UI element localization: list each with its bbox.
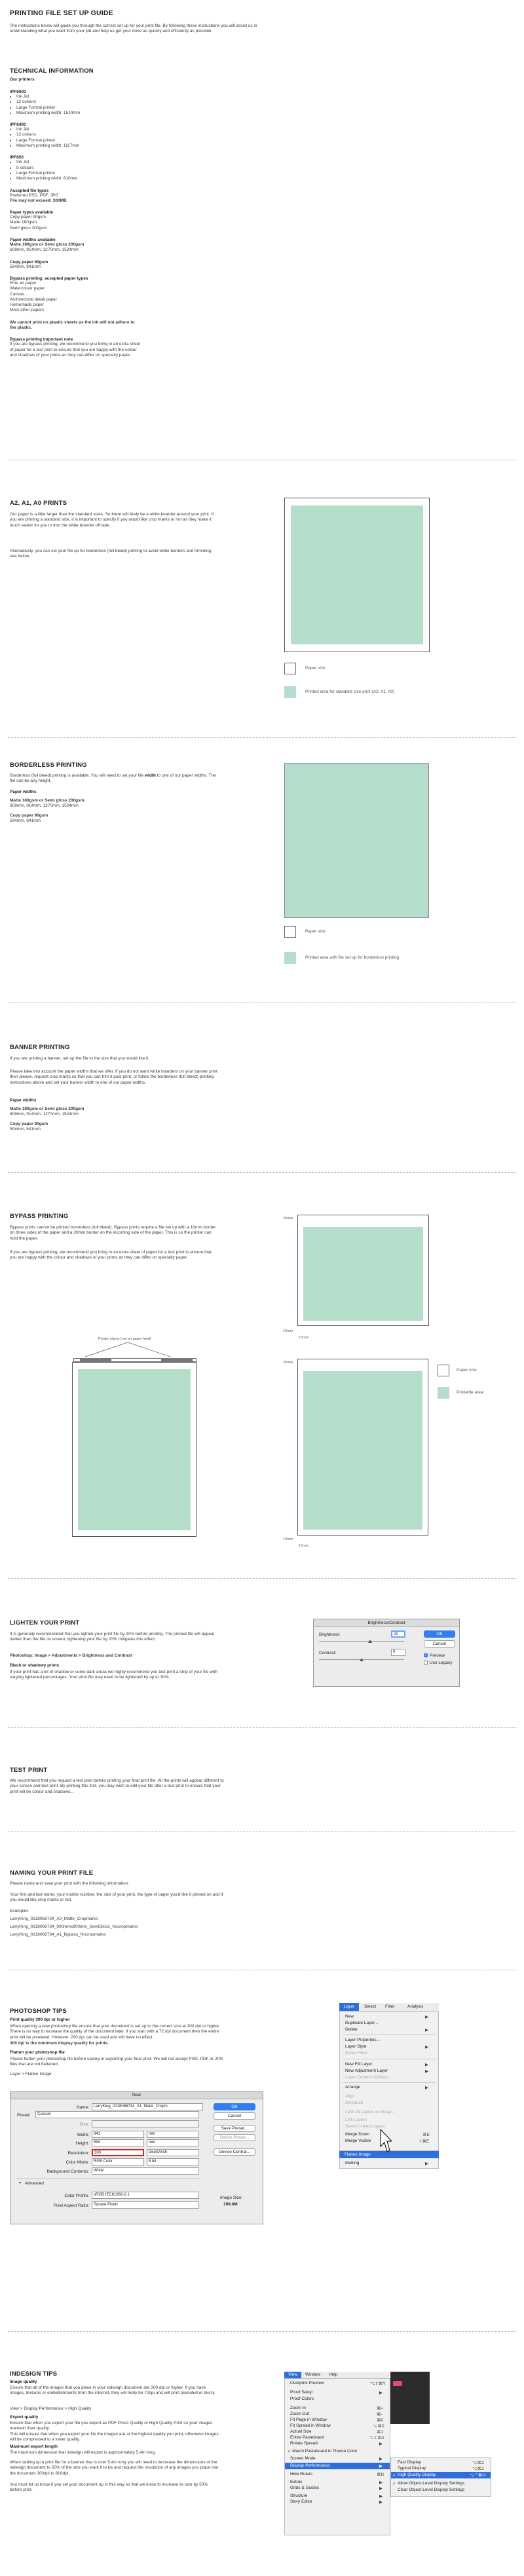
spec: • 12 colours [16, 132, 141, 138]
submenu-arrow-icon: ▶ [425, 2162, 428, 2166]
legend-paper-label: Paper size [305, 666, 326, 671]
spec: • Maximum printing width: 610mm [16, 176, 141, 181]
technical-heading: TECHNICAL INFORMATION [10, 67, 94, 75]
menu-select[interactable]: Select [364, 2004, 377, 2009]
section-divider [8, 1578, 516, 1579]
borderless-p1-post: to one of our paper widths. The file can be any height. [10, 773, 216, 784]
accepted-heading: Accepted file types [10, 188, 49, 193]
id-export-heading: Export quality [10, 2415, 39, 2420]
file-size: File may not exceed: 300MB [10, 198, 67, 203]
legend-area-label: Printed area for standard size print (A2, A1, A0) [305, 690, 395, 694]
widths-matte: Matte 180gsm or Semi gloss 200gsm [10, 242, 84, 248]
banner-heading: BANNER PRINTING [10, 1044, 70, 1051]
menu-item[interactable]: Matting [345, 2161, 360, 2165]
menu-item-display-performance[interactable]: Display Performance [290, 2463, 330, 2468]
ps-flatten-path: Layer > Flatten Image [10, 2072, 52, 2076]
section-divider [8, 1002, 516, 1003]
width-input[interactable]: 841 [92, 2131, 144, 2138]
photoshop-heading: PHOTOSHOP TIPS [10, 2008, 67, 2015]
menu-item[interactable]: Layer Content Options... [345, 2075, 392, 2080]
ps-flatten-heading: Flatten your photoshop file [10, 2050, 65, 2055]
spec: • Ink Jet [16, 94, 141, 100]
resolution-input[interactable]: 300 [92, 2149, 144, 2156]
delete-preset-button[interactable]: Delete Preset... [214, 2134, 255, 2141]
preset-select[interactable]: Custom [35, 2111, 199, 2118]
bypass-heading: BYPASS PRINTING [10, 1213, 69, 1220]
accepted-text: Preferred PSD, PDF, JPG [10, 193, 59, 198]
checkmark-icon: ✓ [392, 2482, 396, 2486]
menu-item[interactable]: Overprint Preview [290, 2381, 324, 2385]
shortcut: ⌘= [377, 2406, 384, 2411]
banner-p1: If you are printing a banner, set up the file to the size that you would like it. [10, 1056, 150, 1061]
menu-window[interactable]: Window [305, 2372, 321, 2377]
examples-heading: Examples [10, 1909, 29, 1913]
cancel-button[interactable]: Cancel [424, 1640, 455, 1647]
shortcut: ⌥⌘Z [472, 2461, 484, 2465]
legend-area-label: Printable area [457, 1390, 483, 1395]
section-divider [8, 2331, 516, 2332]
menu-help[interactable]: Help [329, 2372, 338, 2377]
legend-paper-swatch [284, 663, 296, 674]
bypass-types-heading: Bypass printing: accepted paper types [10, 276, 88, 281]
legend-area-swatch [284, 686, 296, 698]
contrast-input[interactable]: 0 [391, 1649, 405, 1656]
spec: • Large Format printer [16, 138, 141, 143]
menu-item[interactable]: Layer Style [345, 2044, 367, 2049]
spec: • Maximum printing width: 1117mm [16, 143, 141, 149]
naming-p2: Your first and last name, your mobile number, the size of your print, the type of paper you'd like it printed on and if you would like crop marks or not. [10, 1892, 223, 1903]
submenu-item[interactable]: Fast Display [398, 2460, 421, 2465]
shortcut: ⌘R [377, 2473, 384, 2477]
menu-analysis[interactable]: Analysis [407, 2004, 424, 2009]
menu-item[interactable]: Proof Setup [290, 2390, 313, 2395]
submenu-item[interactable]: Typical Display [398, 2466, 426, 2471]
menu-item[interactable]: Entire Pasteboard [290, 2435, 325, 2440]
test-heading: TEST PRINT [10, 1767, 48, 1774]
name-input[interactable]: LarryKing_0218066734_A1_Matte_Cropm [92, 2103, 203, 2110]
example-2: LarryKing_0218066734_900mmx900mm_SemiGloss_Nocropmarks [10, 1924, 138, 1929]
menu-item[interactable]: Delete [345, 2027, 358, 2032]
a2-p1: Our paper is a little larger than the standard sizes. So there will likely be a white boarder around your print. If you are printing a standard size, it is important to specify if you would like crop marks or not as they make it much easier for you to trim the white boarder off later. [10, 512, 214, 528]
dim-10mm: 10mm [299, 1544, 309, 1548]
shadow-text: If your print has a lot of shadow or some dark areas we highly recommend you test print a strip of your file with varying lightened percentages. Your print file may need to be lightened by up to 30%. [10, 1670, 217, 1680]
spec: • 12 colours [16, 100, 141, 105]
banner-matte: Matte 180gsm or Semi gloss 200gsm [10, 1107, 84, 1111]
id-export-text2: This will ensure that when you export your file the images are at the highest quality you print, otherwise images will be compressed to a lower quality. [10, 2432, 219, 2442]
technical-section [10, 77, 141, 358]
example-1: LarryKing_0218066734_A0_Matte_Cropmarks [10, 1917, 98, 1921]
legend-paper-swatch [438, 1365, 449, 1376]
high-quality-highlight[interactable] [391, 2472, 491, 2478]
shortcut: ⌥⌘0 [373, 2424, 384, 2429]
menu-filter[interactable]: Filter [385, 2004, 395, 2009]
spec: • Large Format printer [16, 171, 141, 176]
checkmark-icon: ✓ [392, 2473, 396, 2478]
brightness-input[interactable]: 20 [391, 1630, 405, 1638]
printer-1-name: iPF8000 [10, 90, 26, 94]
menu-item[interactable]: Fit Page in Window [290, 2418, 327, 2422]
legacy-checkbox[interactable] [424, 1661, 428, 1665]
menu-view[interactable]: View [284, 2372, 301, 2378]
lighten-p1: It is generally recommended that you lighten your print file by 20% before printing. The printed file will appear darker than the file on screen, lightening your file by 20% mitigates this effect. [10, 1632, 215, 1642]
menu-item[interactable]: Zoom Out [290, 2412, 309, 2416]
banner-widths-heading: Paper widths [10, 1098, 37, 1103]
widths-copy-values: 594mm, 841mm [10, 264, 41, 269]
bit-depth-select[interactable]: 8 bit [147, 2158, 199, 2165]
banner-p2: Please take into account the paper widths that we offer. If you do not want white boarders on your banner print then please, request crop marks so that you can trim it post print, or follow the borderless (full bleed) printing instructions above and set your banner width to one of our paper widths. [10, 1069, 217, 1085]
bypass-printable-area [303, 1371, 422, 1530]
shortcut: ⌥⌃⌘H [470, 2473, 486, 2478]
menu-item[interactable]: Select Linked Layers [345, 2124, 385, 2129]
id-tip: When setting up a print file for a banner that is over 5.4m long you will need to decrease the dimensions of the indesign document to 50% of the size you want it to be and request the resolution of any images you place into the document 300dpi to 600dpi. [10, 2460, 219, 2476]
no-plastic-note: We cannot print on plastic sheets as the ink will not adhere to the plastic. [10, 320, 135, 331]
legend-paper-label: Paper size [457, 1368, 477, 1372]
ok-button[interactable]: OK [214, 2103, 255, 2110]
submenu-arrow-icon: ▶ [425, 2045, 428, 2050]
bypass-type: Fine art paper [10, 280, 37, 285]
menu-item[interactable]: Story Editor [290, 2499, 312, 2504]
paper-type: Copy paper 90gsm [10, 215, 46, 220]
shortcut: ⇧⌘E [419, 2139, 430, 2144]
width-unit-select[interactable]: mm [147, 2131, 199, 2138]
menu-item[interactable]: Merge Down [345, 2132, 369, 2137]
widths-matte-values: 609mm, 914mm, 1270mm, 1524mm [10, 248, 79, 253]
page-title: PRINTING FILE SET UP GUIDE [10, 9, 113, 17]
id-export-text: Ensure that when you export your file you export as PDF Press Quality or High Quality Print so your images maintain their quality. [10, 2421, 213, 2431]
preset-label: Preset: [17, 2113, 31, 2118]
menu-item-check[interactable] [288, 2448, 358, 2454]
menu-layer[interactable]: Layer [339, 2003, 359, 2011]
section-divider [8, 1172, 516, 1173]
paper-types-heading: Paper types available [10, 210, 54, 215]
menu-item[interactable]: Screen Mode [290, 2456, 316, 2461]
section-divider [8, 1727, 516, 1728]
id-quality-text: Ensure that all of the images that you place in your indesign document are 300 dpi or higher. If you have images, textures or embellishments from the internet, they will likely be 72dpi and will print pixelated or blurry. [10, 2385, 215, 2396]
dialog-title: Brightness/Contrast [314, 1619, 459, 1627]
lighten-heading: LIGHTEN YOUR PRINT [10, 1619, 80, 1627]
paper-type: Semi gloss 200gsm [10, 225, 47, 230]
legend-area-swatch [438, 1387, 449, 1399]
a2-heading: A2, A1, A0 PRINTS [10, 500, 67, 507]
menu-item[interactable]: Merge Visible [345, 2139, 371, 2143]
color-mode-label: Color Mode: [66, 2160, 89, 2165]
section-divider [8, 737, 516, 738]
bypass-type: Canvas [10, 291, 25, 297]
menu-item[interactable]: New Adjustment Layer [345, 2069, 388, 2073]
height-unit-select[interactable]: mm [147, 2139, 199, 2146]
borderless-p1-pre: Borderless (full bleed) printing is available. You will need to set your file [10, 773, 145, 778]
contrast-slider-thumb[interactable] [360, 1658, 364, 1661]
color-profile-label: Color Profile: [64, 2194, 89, 2198]
printer-3-specs [10, 160, 141, 181]
color-profile-select[interactable]: sRGB IEC61966-2.1 [92, 2192, 199, 2199]
image-size-value: 199.4M [223, 2202, 238, 2207]
id-app-badge [393, 2381, 402, 2386]
printed-area [291, 506, 423, 644]
shortcut: ⌥⌘Z [472, 2467, 484, 2471]
resolution-label: Resolution: [67, 2151, 89, 2156]
submenu-item[interactable]: Allow Object-Level Display Settings [398, 2481, 465, 2486]
menu-item[interactable]: Actual Size [290, 2429, 312, 2434]
preview-checkbox[interactable]: ✓ [424, 1653, 428, 1657]
bg-contents-select[interactable]: White [92, 2167, 199, 2175]
borderless-matte-values: 609mm, 914mm, 1270mm, 1524mm [10, 803, 79, 809]
brightness-slider[interactable] [319, 1641, 404, 1642]
device-central-button[interactable]: Device Central... [214, 2148, 255, 2156]
spec: • Ink Jet [16, 127, 141, 132]
pixel-aspect-label: Pixel Aspect Ratio: [53, 2203, 89, 2208]
menu-item[interactable]: Link Layers [345, 2118, 367, 2122]
id-path: View > Display Performance > High Quality [10, 2406, 92, 2411]
id-quality-heading: Image quality [10, 2380, 37, 2384]
test-p1: We recommend that you request a test print before printing your final print file. All the prints will appear different to your screen and test print. By printing this first, you may wish to edit your file after a test print to ensure that your print will be colour and shadows... [10, 1778, 224, 1794]
borderless-p1 [10, 773, 219, 784]
dim-10mm: 10mm [283, 1537, 293, 1541]
paper-size-diagram [284, 498, 430, 652]
bypass-p2: If you are bypass printing, we recommend you bring in an extra sheet of paper for a test print to ensure that you are happy with the colour and shadows of your prints as they can differ on specialty paper. [10, 1250, 212, 1260]
display-performance-highlight[interactable] [285, 2463, 390, 2469]
banner-matte-values: 609mm, 914mm, 1270mm, 1524mm [10, 1112, 79, 1117]
submenu-arrow-icon: ▶ [379, 2486, 383, 2491]
submenu-item-high-quality[interactable]: High Quality Display [398, 2473, 436, 2477]
menu-separator [343, 2034, 436, 2035]
contrast-label: Contrast: [319, 1651, 337, 1655]
indesign-heading: INDESIGN TIPS [10, 2370, 58, 2378]
bg-contents-label: Background Contents: [47, 2169, 89, 2174]
menu-item[interactable]: Extras [290, 2480, 303, 2484]
clamp-label: Printer clamp (not on paper feed) [98, 1337, 151, 1341]
id-max-text: The maximum dimension that indesign will export is approximately 5.4m long. [10, 2450, 156, 2455]
checkmark-icon: ✓ [288, 2449, 291, 2454]
id-app-background [390, 2372, 430, 2424]
menu-item[interactable]: Arrange [345, 2085, 361, 2089]
menu-item[interactable]: New [345, 2014, 354, 2019]
shortcut: ⌘0 [377, 2418, 384, 2423]
spec: • 5 colours [16, 166, 141, 171]
menu-item[interactable]: Grids & Guides [290, 2486, 320, 2490]
borderless-copy: Copy paper 90gsm [10, 813, 48, 818]
ps-quality-note: 300 dpi is the minimum display quality for prints. [10, 2041, 109, 2046]
check-item-label: Match Pasteboard to Theme Color [292, 2449, 358, 2454]
brightness-label: Brightness: [319, 1632, 341, 1637]
paper-type: Matte 180gsm [10, 220, 37, 225]
id-max-heading: Maximum export length [10, 2444, 58, 2449]
bypass-p1: Bypass prints cannot be printed borderless (full bleed). Bypass prints require a file set up with a 10mm border on three sides of the paper and a 20mm border on the incoming side of the paper. This is so the printer can hold the paper. [10, 1225, 216, 1241]
layer-menu-bottom [339, 2158, 439, 2169]
shortcut: ⌥⇧⌘0 [369, 2436, 384, 2440]
bypass-important-heading: Bypass printing important note [10, 337, 73, 342]
menu-item[interactable]: New Fill Layer [345, 2062, 373, 2067]
ps-quality-heading: Print quality 300 dpi or higher [10, 2017, 70, 2022]
menu-item[interactable]: Zoom In [290, 2406, 306, 2410]
legacy-label: Use Legacy [430, 1661, 453, 1665]
shortcut: ⌘- [377, 2412, 383, 2417]
dim-10mm: 10mm [283, 1329, 293, 1333]
dim-20mm: 20mm [283, 1361, 293, 1365]
submenu-arrow-icon: ▶ [379, 2391, 383, 2395]
intro-text: The instructions below will guide you through the correct set up for your print file. By following these instructions you will assist us in understanding what you want from your job and help us get your done as quickly and efficiently as possible. [10, 24, 257, 34]
submenu-arrow-icon: ▶ [425, 2015, 428, 2019]
printers-heading: Our printers [10, 77, 35, 82]
advanced-toggle-icon[interactable]: ▼ [18, 2181, 22, 2185]
image-size-label: Image Size: [220, 2196, 243, 2200]
ps-quality-text: When opening a new photoshop file ensure that your document is set up to the correct size at 300 dpi or higher. There is no way to increase the quality of the document later. If you start with a 72 dpi document then the entire print will be pixelated. However, 200 dpi can be used and will have no effect. [10, 2024, 220, 2040]
banner-copy: Copy paper 90gsm [10, 1121, 48, 1126]
legend-paper-swatch [284, 926, 296, 938]
bypass-type: Most other papers [10, 308, 45, 313]
bypass-type: Architectural detail paper [10, 297, 57, 302]
borderless-heading: BORDERLESS PRINTING [10, 762, 87, 769]
cancel-button[interactable]: Cancel [214, 2112, 255, 2120]
borderless-widths-heading: Paper widths [10, 790, 37, 794]
legend-paper-label: Paper size [305, 929, 326, 934]
borderless-widths [10, 790, 206, 824]
dim-10mm: 10mm [299, 1336, 309, 1340]
bypass-type: Watercolour paper [10, 286, 45, 291]
submenu-arrow-icon: ▶ [379, 2500, 383, 2505]
submenu-arrow-icon: ▶ [425, 2069, 428, 2074]
bypass-sheet-clamp [72, 1362, 196, 1537]
brightness-slider-thumb[interactable] [368, 1640, 372, 1643]
advanced-label[interactable]: Advanced [25, 2181, 44, 2186]
shortcut: ⌥⇧⌘Y [370, 2382, 386, 2386]
banner-widths [10, 1098, 206, 1132]
shortcut: ⌘1 [377, 2430, 384, 2435]
legend-area-label: Printed area with file set up for borderless printing [305, 955, 400, 960]
a2-p2: Alternatively, you can set your file up for borderless (full bleed) printing to avoid white borders and trimming, see below. [10, 549, 212, 559]
dialog-title: New [10, 2092, 263, 2099]
printer-1-specs [10, 94, 141, 116]
display-performance-submenu [390, 2457, 491, 2497]
menu-item[interactable]: Align [345, 2094, 355, 2099]
lighten-path: Photoshop: Image > Adjustments > Brightness and Contrast [10, 1653, 132, 1658]
menu-item[interactable]: Fit Spread in Window [290, 2423, 331, 2428]
pixel-aspect-select[interactable]: Square Pixels [92, 2201, 199, 2209]
id-tip2: You must let us know if you set your document up in this way so that we know to increase its size by 50% before print. [10, 2482, 208, 2493]
id-view-dropdown [284, 2378, 390, 2535]
height-label: Height: [75, 2141, 89, 2146]
size-select[interactable] [92, 2120, 199, 2127]
color-mode-select[interactable]: RGB Color [92, 2158, 144, 2165]
submenu-arrow-icon: ▶ [379, 2442, 383, 2446]
menu-item[interactable]: Lock All Layers in Group... [345, 2110, 395, 2114]
submenu-item[interactable]: Clear Object-Level Display Settings [398, 2488, 465, 2492]
widths-heading: Paper widths available [10, 238, 56, 243]
menu-item-flatten[interactable]: Flatten Image [345, 2152, 371, 2157]
shadow-heading: Black or shadowy prints [10, 1663, 60, 1668]
naming-heading: NAMING YOUR PRINT FILE [10, 1869, 94, 1877]
borderless-matte: Matte 180gsm or Semi gloss 200gsm [10, 798, 84, 803]
preview-label: Preview [430, 1653, 445, 1658]
printer-3-name: iPF850 [10, 155, 24, 160]
ps-flatten-text: Please flatten your photoshop file before saving or exporting your final print. We will not accept PSD, PDF or JPG files that are not flattened. [10, 2057, 223, 2067]
printer-2-name: iPF8400 [10, 122, 26, 128]
bypass-sheet-1 [297, 1215, 429, 1326]
submenu-arrow-icon: ▶ [379, 2457, 383, 2461]
menu-item[interactable]: Distribute [345, 2101, 364, 2105]
banner-copy-values: 594mm, 841mm [10, 1126, 41, 1132]
spec: • Large Format printer [16, 105, 141, 111]
spec: • Ink Jet [16, 160, 141, 165]
widths-copy-heading: Copy paper 90gsm [10, 259, 48, 265]
menu-item[interactable]: Rotate Spread [290, 2441, 318, 2446]
menu-item[interactable]: Proof Colors [290, 2397, 314, 2401]
submenu-arrow-icon: ▶ [425, 2063, 428, 2067]
name-label: Name: [76, 2105, 89, 2110]
cursor-arrow-icon [379, 2129, 392, 2156]
menu-item[interactable]: Layer Properties... [345, 2038, 381, 2042]
printer-2-specs [10, 127, 141, 149]
dim-20mm: 20mm [283, 1217, 293, 1221]
menu-item[interactable]: Hide Rulers [290, 2472, 312, 2476]
ok-button[interactable]: OK [424, 1630, 455, 1638]
menu-item[interactable]: Smart Filter [345, 2051, 367, 2055]
menu-separator [343, 2082, 436, 2083]
bypass-printable-area [303, 1227, 423, 1321]
legend-area-swatch [284, 952, 296, 964]
borderless-copy-values: 594mm, 841mm [10, 818, 41, 823]
submenu-arrow-icon: ▶ [425, 2028, 428, 2033]
bypass-type: Homemade paper [10, 303, 45, 308]
borderless-p1-bold: width [144, 773, 156, 778]
menu-item[interactable]: Duplicate Layer... [345, 2021, 379, 2025]
bypass-important-text: If you are bypass printing, we recommend you bring in an extra sheet of paper for a test print to ensure that you are happy with the colour and shadows of your prints as they can differ on specialty paper. [10, 342, 141, 358]
size-label: Size: [79, 2122, 89, 2127]
submenu-arrow-icon: ▶ [379, 2464, 383, 2469]
height-input[interactable]: 594 [92, 2139, 144, 2146]
bypass-printable-area [78, 1369, 191, 1530]
new-document-dialog [10, 2091, 263, 2224]
borderless-diagram [284, 763, 429, 918]
submenu-arrow-icon: ▶ [379, 2480, 383, 2485]
save-preset-button[interactable]: Save Preset... [214, 2125, 255, 2132]
brightness-contrast-dialog [313, 1619, 460, 1687]
naming-p1: Please name and save your print with the following information: [10, 1881, 130, 1886]
bypass-sheet-2 [297, 1359, 428, 1536]
example-3: LarryKing_0218066734_A1_Bypass_Nocropmarks [10, 1932, 106, 1937]
spec: • Maximum printing width: 1524mm [16, 111, 141, 116]
shortcut: ⌘E [422, 2133, 430, 2137]
menu-item[interactable]: Structure [290, 2493, 308, 2498]
resolution-unit-select[interactable]: pixels/inch [147, 2149, 199, 2156]
submenu-arrow-icon: ▶ [425, 2086, 428, 2090]
width-label: Width: [77, 2133, 89, 2137]
submenu-arrow-icon: ▶ [379, 2494, 383, 2499]
